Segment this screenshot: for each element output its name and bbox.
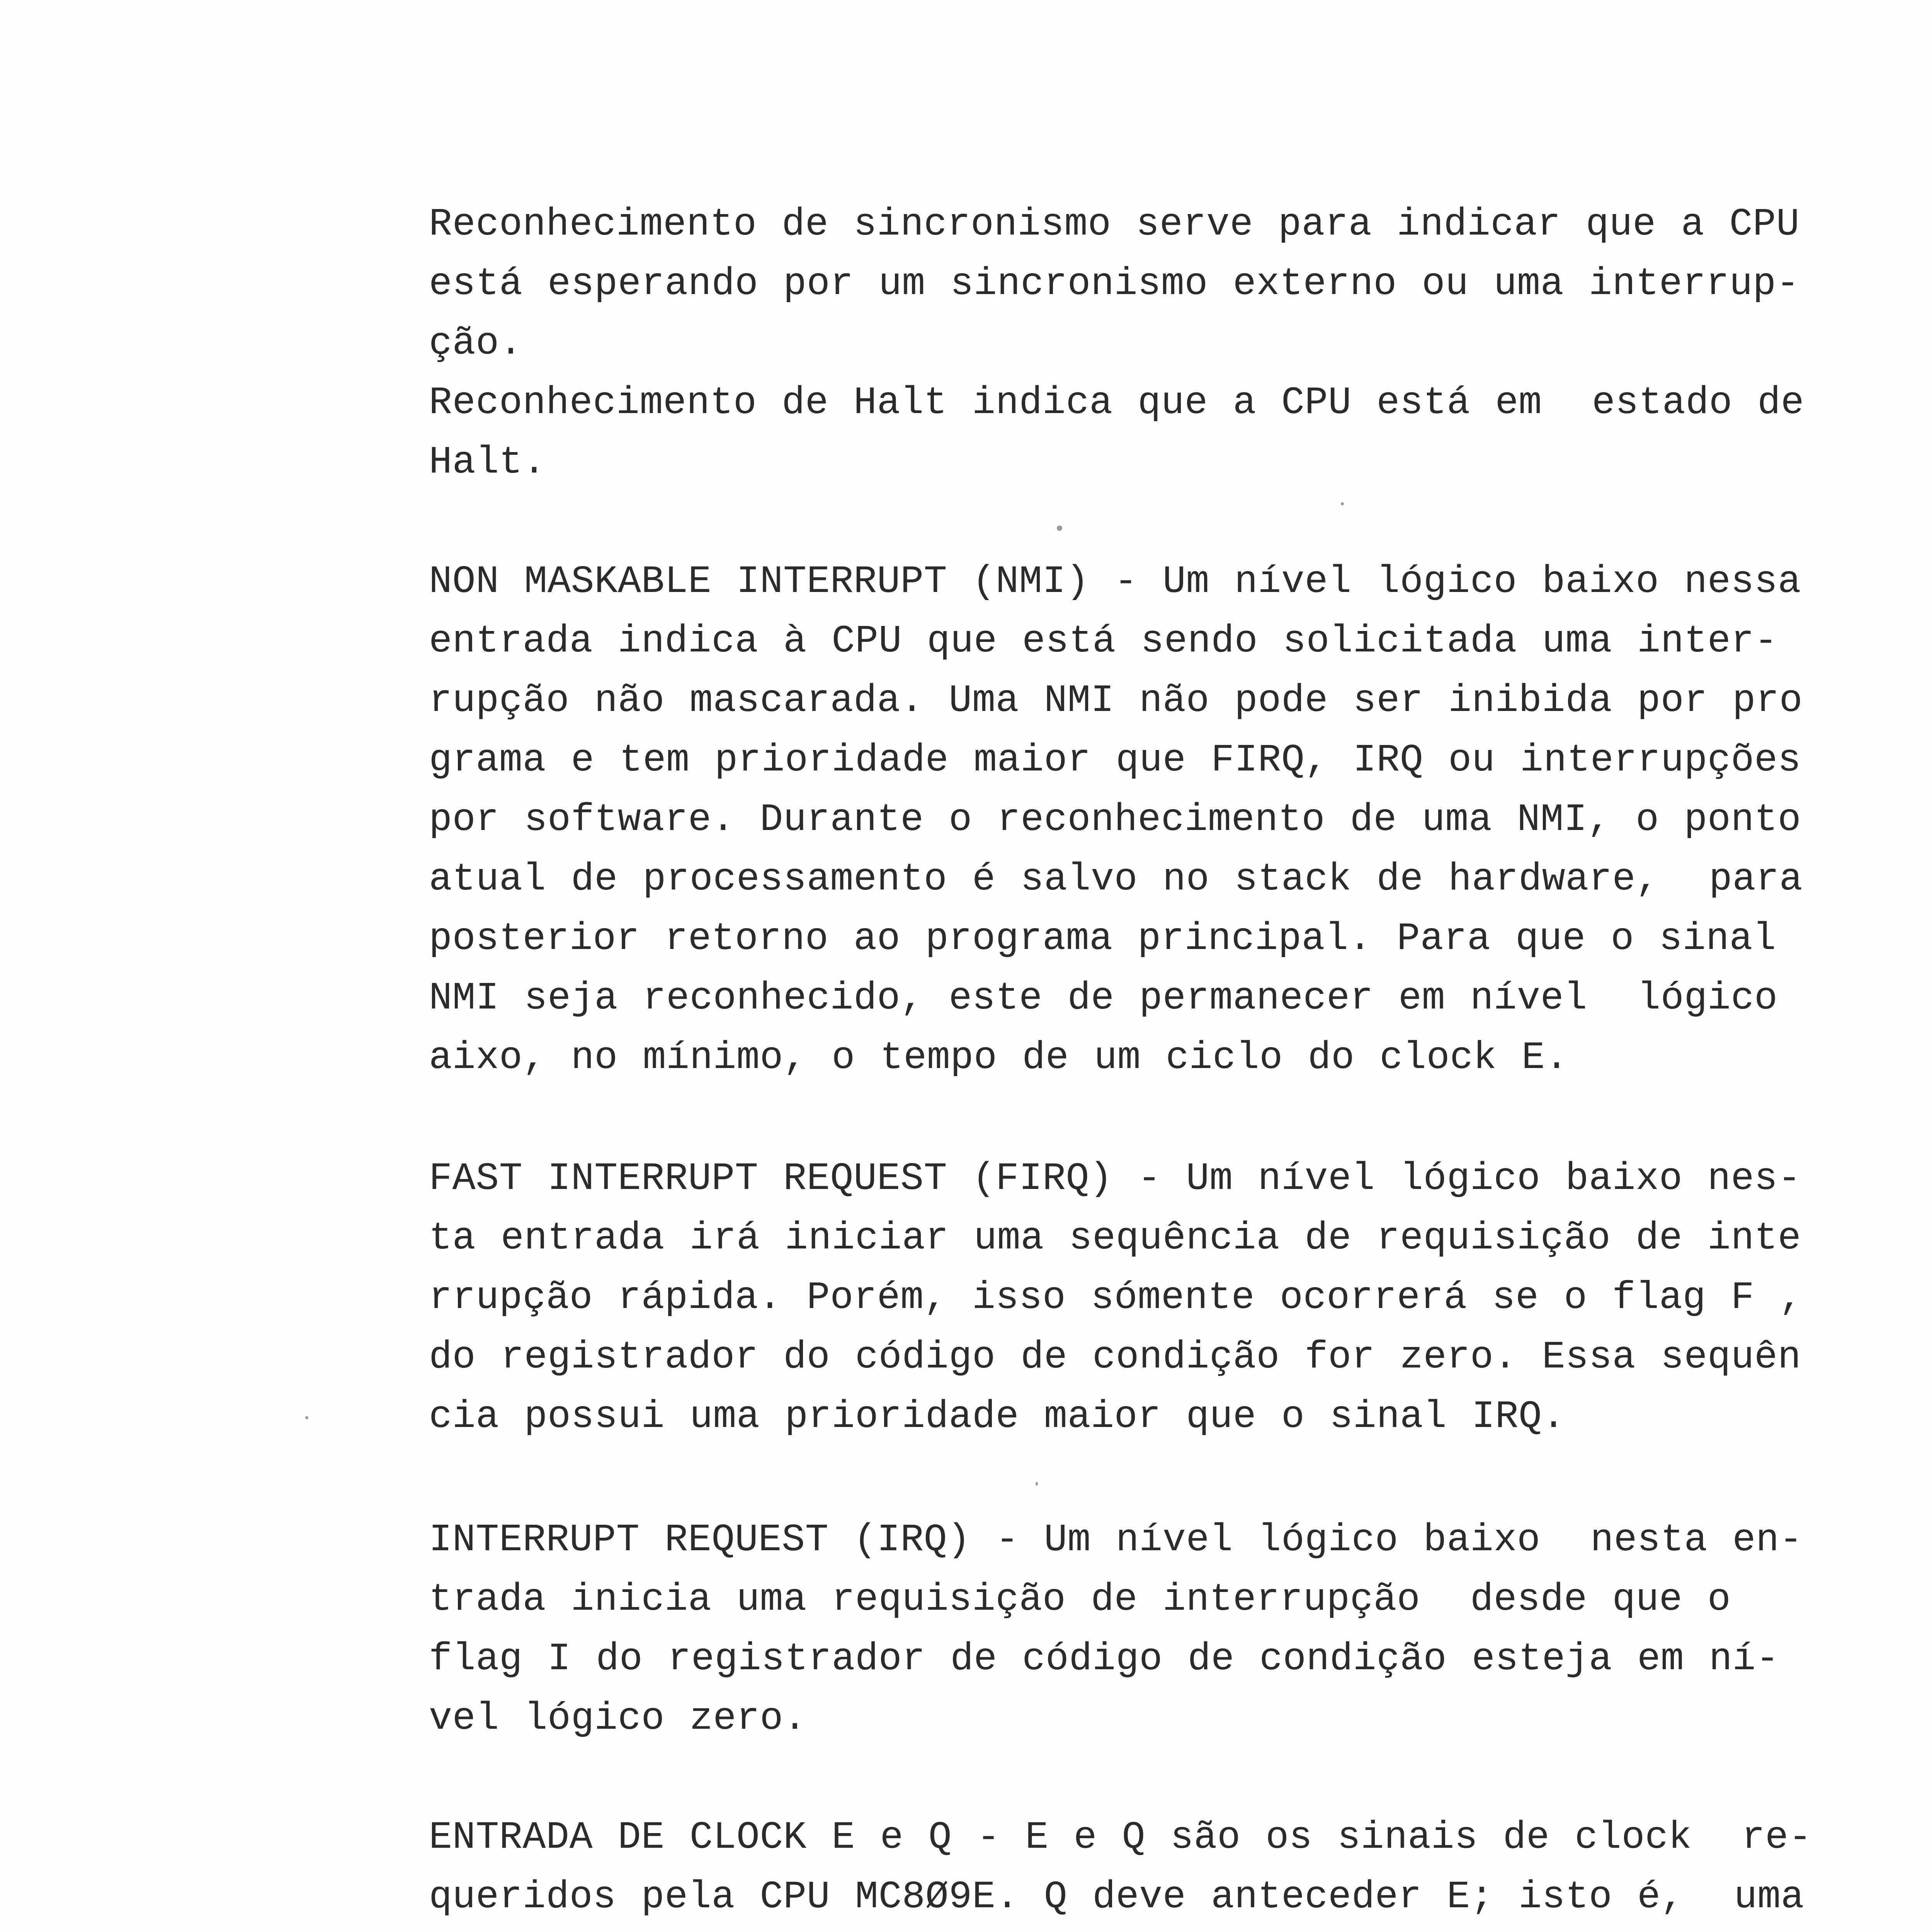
text-line: ção. [429,322,523,366]
paragraph-sync-halt-acknowledge [429,195,1862,493]
text-line [429,1927,1862,1932]
text-line: FAST INTERRUPT REQUEST (FIRQ) - Um nível lógico baixo nes- [429,1157,1801,1201]
text-line: Reconhecimento de sincronismo serve para indicar que a CPU [429,203,1800,247]
text-line: queridos pela CPU MC8Ø9E. Q deve anteceder E; isto é, uma [429,1876,1804,1919]
text-line: NON MASKABLE INTERRUPT (NMI) - Um nível lógico baixo nessa [429,560,1801,604]
text-line: rrupção rápida. Porém, isso sómente ocorrerá se o flag F , [429,1276,1803,1320]
text-line: por software. Durante o reconhecimento de uma NMI, o ponto [429,798,1801,842]
text-line: grama e tem prioridade maior que FIRQ, IRQ ou interrupções [429,739,1801,782]
paragraph-firq [429,1150,1862,1447]
text-line: ta entrada irá iniciar uma sequência de requisição de inte [429,1217,1801,1260]
text-line: atual de processamento é salvo no stack de hardware, para [429,858,1803,901]
text-line: está esperando por um sincronismo externo ou uma interrup- [429,262,1800,306]
text-line: flag I do registrador de código de condição esteja em ní- [429,1638,1779,1681]
paragraph-irq [429,1511,1862,1749]
text-line: Halt. [429,441,546,485]
text-line: posterior retorno ao programa principal. Para que o sinal [429,917,1776,961]
text-line: INTERRUPT REQUEST (IRQ) - Um nível lógico baixo nesta en- [429,1519,1803,1562]
text-line: entrada indica à CPU que está sendo solicitada uma inter- [429,620,1778,663]
text-line: NMI seja reconhecido, este de permanecer em nível lógico [429,977,1778,1020]
scan-speck [1036,1482,1038,1486]
text-line: do registrador do código de condição for zero. Essa sequên [429,1336,1801,1379]
text-line: Reconhecimento de Halt indica que a CPU está em estado de [429,381,1804,425]
text-line: rupção não mascarada. Uma NMI não pode ser inibida por pro [429,679,1803,723]
text-line: ENTRADA DE CLOCK E e Q - E e Q são os sinais de clock re- [429,1816,1812,1860]
paragraph-clock-input [429,1808,1862,1932]
scan-speck [305,1416,308,1419]
text-line: aixo, no mínimo, o tempo de um ciclo do clock E. [429,1036,1569,1080]
paragraph-nmi [429,553,1862,1088]
text-line: cia possui uma prioridade maior que o sinal IRQ. [429,1395,1566,1439]
scan-speck [1057,526,1062,531]
text-line: trada inicia uma requisição de interrupção desde que o [429,1578,1731,1622]
text-line: vel lógico zero. [429,1697,807,1741]
scan-speck [1341,502,1344,505]
